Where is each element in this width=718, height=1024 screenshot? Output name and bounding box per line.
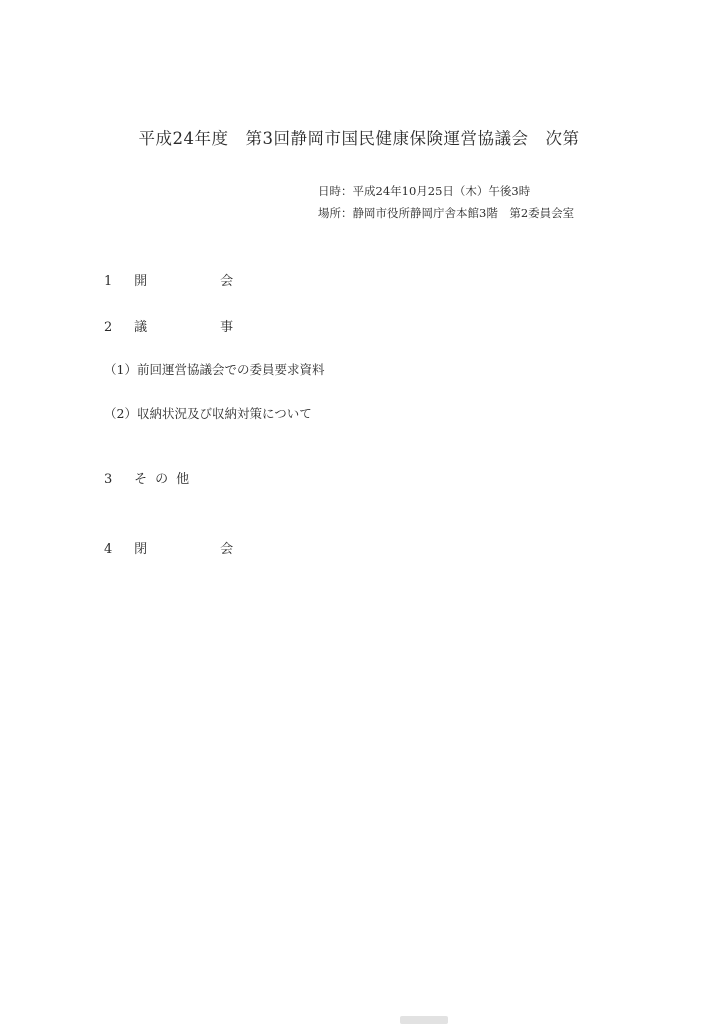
- agenda-item-number: 1: [104, 274, 113, 289]
- agenda-item-number: 4: [104, 542, 113, 557]
- agenda-item-opening: [104, 270, 263, 289]
- meeting-location: 場所：静岡市役所静岡庁舎本館3階 第2委員会室: [318, 206, 575, 220]
- agenda-sub-item: （1）前回運営協議会での委員要求資料: [104, 362, 325, 377]
- scan-artifact: [400, 1016, 448, 1024]
- agenda-item-label: その他: [134, 472, 198, 487]
- agenda-item-number: 2: [104, 320, 113, 335]
- agenda-item-closing: [104, 538, 263, 557]
- agenda-item-number: 3: [104, 472, 113, 487]
- agenda-sub-item: （2）収納状況及び収納対策について: [104, 406, 312, 421]
- agenda-item-label: 開 会: [134, 274, 264, 289]
- document-title: 平成24年度 第3回静岡市国民健康保険運営協議会 次第: [138, 129, 580, 148]
- agenda-item-label: 議 事: [134, 320, 264, 335]
- agenda-item-label: 閉 会: [134, 542, 264, 557]
- agenda-item-proceedings: [104, 316, 263, 335]
- meeting-details: [318, 180, 574, 224]
- meeting-datetime: 日時：平成24年10月25日（木）午後3時: [318, 184, 531, 198]
- agenda-item-other: [104, 468, 197, 487]
